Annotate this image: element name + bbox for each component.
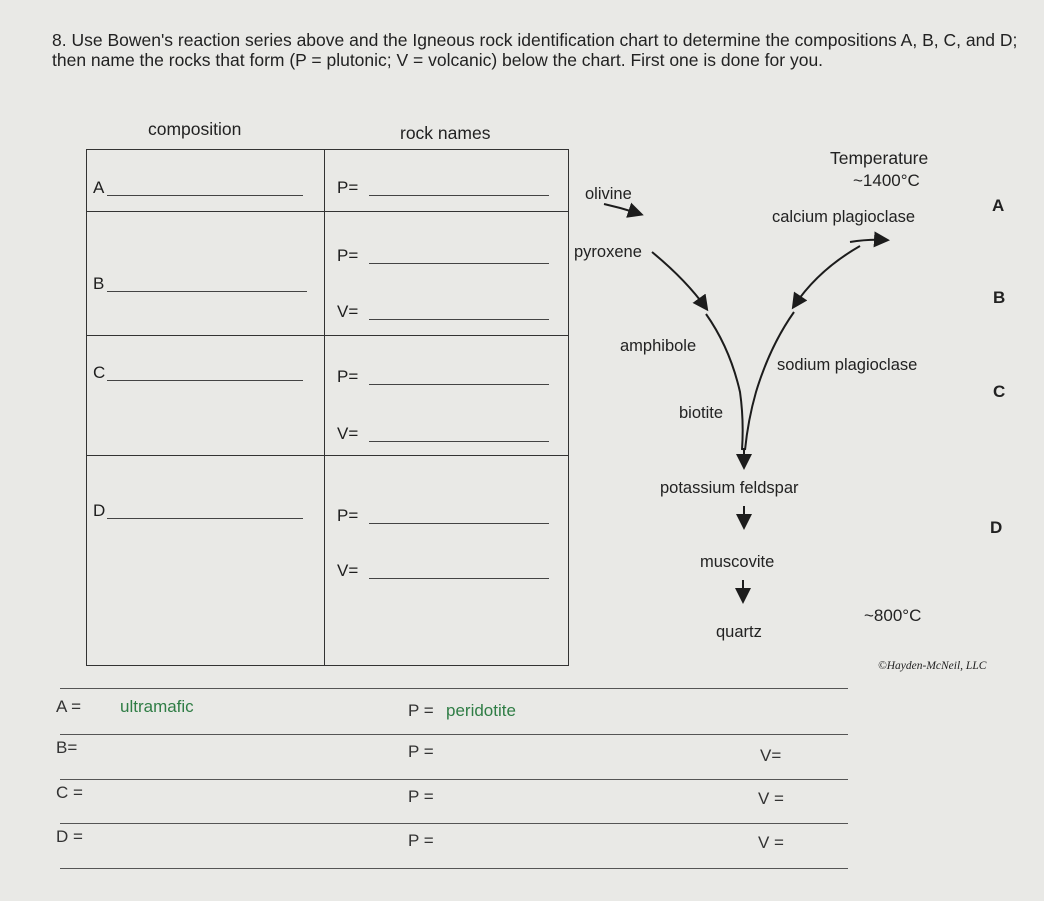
row-letter-c: C [93, 363, 106, 382]
answer-label-c: C = [56, 783, 83, 802]
side-label-d: D [990, 518, 1003, 537]
answer-rule-2 [60, 734, 848, 735]
arrow-ca-plag-na-plag [794, 246, 860, 306]
arrow-ca-plag-entry [850, 240, 886, 242]
row-letter-a: A [93, 178, 105, 197]
rock-names-header: rock names [400, 123, 491, 143]
answer-rule-4 [60, 823, 848, 824]
p-label-c: P= [337, 367, 359, 386]
copyright-text: ©Hayden-McNeil, LLC [878, 660, 987, 672]
p-label-d: P= [337, 506, 359, 525]
answer-rule-3 [60, 779, 848, 780]
answer-rule-5 [60, 868, 848, 869]
mineral-biotite: biotite [679, 404, 724, 422]
mineral-quartz: quartz [716, 623, 762, 641]
answer-label-a: A = [56, 697, 82, 716]
discontinuous-branch-curve [706, 314, 743, 450]
answer-p-value-a[interactable]: peridotite [446, 701, 516, 720]
p-label-b: P= [337, 246, 359, 265]
v-label-c: V= [337, 424, 359, 443]
answer-p-label-c: P = [408, 787, 434, 806]
mineral-muscovite: muscovite [700, 553, 775, 571]
continuous-branch-curve [745, 312, 794, 450]
answer-label-d: D = [56, 827, 83, 846]
mineral-sodium-plagioclase: sodium plagioclase [777, 356, 918, 374]
answer-p-label-d: P = [408, 831, 434, 850]
arrow-pyroxene-amphibole [652, 252, 706, 308]
side-label-c: C [993, 382, 1006, 401]
answer-v-label-d: V = [758, 833, 784, 852]
answer-v-label-c: V = [758, 789, 784, 808]
mineral-potassium-feldspar: potassium feldspar [660, 479, 799, 497]
row-letter-b: B [93, 274, 105, 293]
row-letter-d: D [93, 501, 106, 520]
temp-high-label: ~1400°C [853, 171, 920, 190]
v-label-b: V= [337, 302, 359, 321]
answer-rule-1 [60, 688, 848, 689]
question-text: 8. Use Bowen's reaction series above and the Igneous rock identification chart to determine the compositions A, B, C, and D; then name the rocks that form (P = plutonic; V = volcanic) below the chart. First one is done for you. [52, 30, 1018, 70]
answer-p-label-b: P = [408, 742, 434, 761]
answer-composition-a[interactable]: ultramafic [120, 697, 194, 716]
mineral-calcium-plagioclase: calcium plagioclase [772, 208, 916, 226]
p-label-a: P= [337, 178, 359, 197]
side-label-b: B [993, 288, 1006, 307]
answer-label-b: B= [56, 738, 78, 757]
side-label-a: A [992, 196, 1005, 215]
mineral-olivine: olivine [585, 185, 632, 203]
answer-p-label-a: P = [408, 701, 434, 720]
mineral-pyroxene: pyroxene [574, 243, 642, 261]
v-label-d: V= [337, 561, 359, 580]
temperature-title: Temperature [830, 148, 929, 168]
composition-header: composition [148, 119, 242, 139]
arrow-olivine-pyroxene [604, 204, 640, 214]
temp-low-label: ~800°C [864, 606, 922, 625]
answer-v-label-b: V= [760, 746, 782, 765]
mineral-amphibole: amphibole [620, 337, 697, 355]
